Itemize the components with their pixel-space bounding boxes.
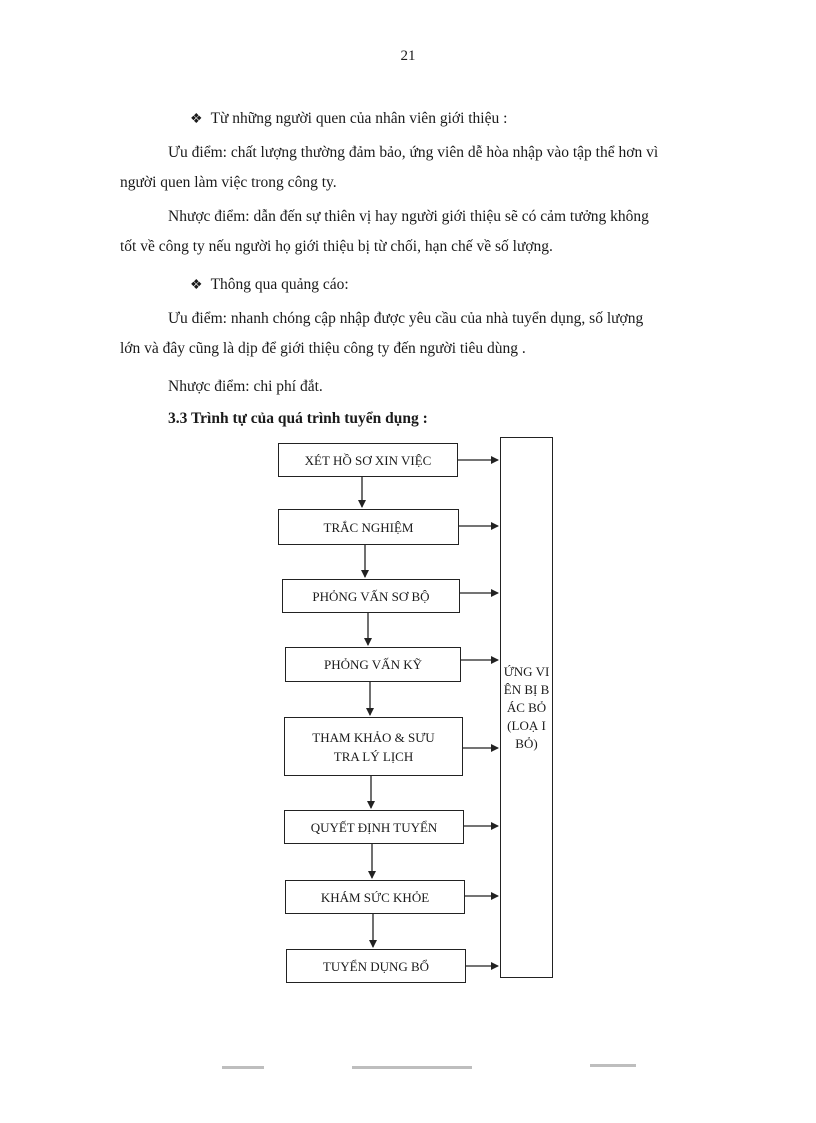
para-2-line-2: tốt về công ty nếu người họ giới thiệu bị từ chối, hạn chế về số lượng. bbox=[120, 238, 553, 255]
diamond-bullet-icon: ❖ bbox=[190, 278, 203, 293]
flow-step-8: TUYỂN DỤNG BỔ bbox=[286, 949, 466, 983]
scan-artifact bbox=[222, 1066, 264, 1069]
rejected-candidates-text: ỨNG VIÊN BỊ BÁC BỎ (LOẠ I BỎ) bbox=[503, 663, 550, 751]
flow-step-6: QUYẾT ĐỊNH TUYỂN bbox=[284, 810, 464, 844]
flow-step-3: PHỎNG VẤN SƠ BỘ bbox=[282, 579, 460, 613]
diamond-bullet-icon: ❖ bbox=[190, 112, 203, 127]
flow-step-7: KHÁM SỨC KHỎE bbox=[285, 880, 465, 914]
rejected-candidates-box bbox=[500, 437, 553, 978]
bullet-referral-text: Từ những người quen của nhân viên giới thiệu : bbox=[210, 110, 508, 127]
para-2-line-1: Nhược điểm: dẫn đến sự thiên vị hay người giới thiệu sẽ có cảm tưởng không bbox=[168, 208, 649, 225]
bullet-advertising-text: Thông qua quảng cáo: bbox=[210, 276, 349, 293]
para-1-line-2: người quen làm việc trong công ty. bbox=[120, 174, 337, 191]
page-number: 21 bbox=[400, 48, 416, 64]
flow-step-5 bbox=[284, 717, 463, 776]
para-1-line-1: Ưu điểm: chất lượng thường đảm bảo, ứng viên dễ hòa nhập vào tập thể hơn vì bbox=[168, 144, 659, 161]
section-heading: 3.3 Trình tự của quá trình tuyển dụng : bbox=[168, 410, 428, 427]
para-3-line-2: lớn và đây cũng là dịp để giới thiệu công ty đến người tiêu dùng . bbox=[120, 340, 526, 357]
flow-step-2: TRẮC NGHIỆM bbox=[278, 509, 459, 545]
scan-artifact bbox=[590, 1064, 636, 1067]
flow-step-1: XÉT HỒ SƠ XIN VIỆC bbox=[278, 443, 458, 477]
para-4: Nhược điểm: chi phí đắt. bbox=[168, 378, 323, 395]
scan-artifact bbox=[352, 1066, 472, 1069]
para-3-line-1: Ưu điểm: nhanh chóng cập nhập được yêu cầu của nhà tuyển dụng, số lượng bbox=[168, 310, 644, 327]
flow-step-5-text: THAM KHẢO & SƯU TRA LÝ LỊCH bbox=[312, 729, 435, 764]
flow-step-4: PHỎNG VẤN KỸ bbox=[285, 647, 461, 682]
